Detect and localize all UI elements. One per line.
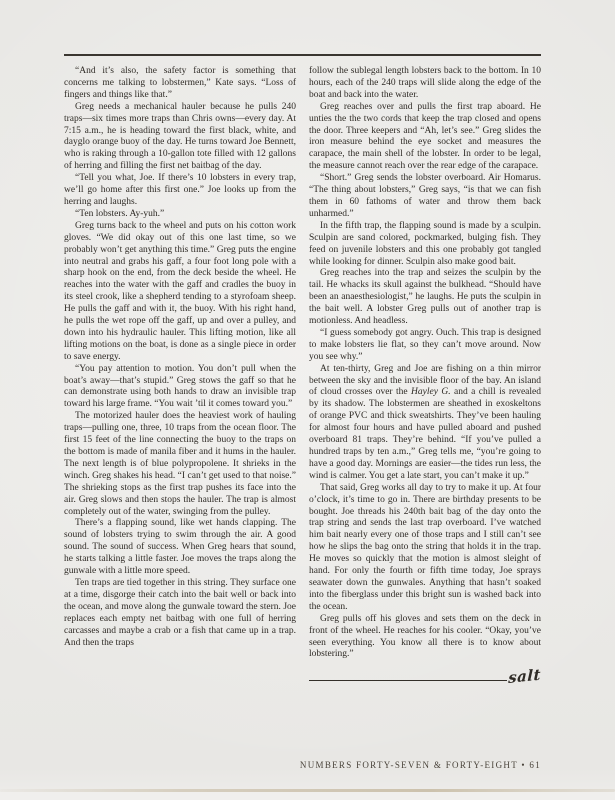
article-end-rule <box>309 665 542 688</box>
scan-background-below-page <box>0 792 615 800</box>
top-rule <box>64 54 541 56</box>
right-column-paragraphs <box>309 66 541 661</box>
paragraph: Greg reaches into the trap and seizes the sculpin by the tail. He whacks its skull against the bulkhead. “Should have been an anaesthesiologist,” he laughs. He puts the sculpin in the bait well. A lobster Greg pulls out of another trap is motionless. And headless. <box>309 268 541 327</box>
paragraph: Greg pulls off his gloves and sets them on the deck in front of the wheel. He reaches for his cooler. “Okay, you’ve seen everything. You know all there is to know about lobstering.” <box>309 613 541 660</box>
paragraph: Ten traps are tied together in this string. They surface one at a time, disgorge their catch into the bait well or back into the ocean, and move along the gunwale toward the stern. Joe replaces each empty net baitbag with one full of herring carcasses and maybe a crab or a fish that came up in a trap. And then the traps <box>64 577 296 648</box>
paragraph: Greg turns back to the wheel and puts on his cotton work gloves. “We did okay out of this one last time, so we probably won’t get anything this time.” Greg puts the engine into neutral and grabs his gaff, a four foot long pole with a sharp hook on the end, from the deck beside the wheel. He reaches into the water with the gaff and cradles the buoy in its steel crook, like a shepherd tending to a styrofoam sheep. He pulls the gaff and with it, the buoy. With his right hand, he pulls the wet rope off the gaff, up and over a pulley, and down into his hydraulic hauler. This lifting motion, like all lifting motions on the boat, is done as a single piece in order to save energy. <box>64 220 296 362</box>
paragraph: Greg reaches over and pulls the first trap aboard. He unties the the two cords that keep the trap closed and opens the door. Three keepers and “Ah, let’s see.” Greg slides the iron measure behind the eye socket and measures the carapace, the main shell of the lobster. In order to be legal, the measure cannot reach over the rear edge of the carapace. <box>309 101 541 172</box>
paragraph: “Short.” Greg sends the lobster overboard. Air Homarus. “The thing about lobsters,” Greg says, “is that we can fish them in 60 fathoms of water and throw them back unharmed.” <box>309 173 541 219</box>
paragraph: “Tell you what, Joe. If there’s 10 lobsters in every trap, we’ll go home after this first one.” Joe looks up from the herring and laughs. <box>64 173 296 207</box>
paragraph: There’s a flapping sound, like wet hands clapping. The sound of lobsters trying to swim through the air. A good sound. The sound of success. When Greg hears that sound, he starts talking a little faster. Joe moves the traps along the gunwale with a little more speed. <box>64 518 296 577</box>
paragraph: That said, Greg works all day to try to make it up. At four o’clock, it’s time to go in. There are birthday presents to be bought. Joe threads his 240th bait bag of the day onto the trap string and sends the last trap overboard. I’ve watched him bait nearly every one of those traps and I still can’t see how he slips the bag onto the string that holds it in the trap. He moves so quickly that the motion is almost sleight of hand. For only the fourth or fifth time today, Joe sprays seawater down the gunwales. Anything that hasn’t soaked into the fiberglass under this bright sun is washed back into the ocean. <box>309 482 541 612</box>
paragraph: “I guess somebody got angry. Ouch. This trap is designed to make lobsters lie flat, so they can’t move around. Now you see why.” <box>309 327 541 362</box>
paragraph: In the fifth trap, the flapping sound is made by a sculpin. Sculpin are sand colored, pockmarked, bulging fish. They feed on juvenile lobsters and this one probably got tangled while looking for dinner. Sculpin also make good bait. <box>309 220 541 267</box>
paragraph: The motorized hauler does the heaviest work of hauling traps—pulling one, three, 10 traps from the ocean floor. The first 15 feet of the line connecting the buoy to the traps on the bottom is made of manila fiber and it hums in the hauler. The next length is of blue polypropolene. It shrieks in the winch. Greg shakes his head. “I can’t get used to that noise.” The shrieking stops as the first trap pushes its face into the air. Greg slows and then stops the hauler. The trap is almost completely out of the water, swinging from the pulley. <box>64 411 296 517</box>
paragraph: “And it’s also, the safety factor is something that concerns me talking to lobstermen,” Kate says. “Loss of fingers and things like that.” <box>64 66 296 100</box>
paragraph: Greg needs a mechanical hauler because he pulls 240 traps—six times more traps than Chris owns—every day. At 7:15 a.m., he is heading toward the first black, white, and dayglo orange buoy of the day. He turns toward Joe Bennett, who is raking through a 10-gallon tote filled with 12 gallons of herring and filling the first net baitbag of the day. <box>64 101 296 172</box>
salt-signature: salt <box>508 665 542 688</box>
left-column <box>64 66 296 686</box>
paragraph: “Ten lobsters. Ay-yuh.” <box>75 208 165 219</box>
paragraph: At ten-thirty, Greg and Joe are fishing on a thin mirror between the sky and the invisible floor of the bay. An island of cloud crosses over the Hayley G. and a chill is revealed by its shadow. The lobstermen are sheathed in exoskeltons of orange PVC and thick sweatshirts. They’ve been hauling for almost four hours and have pulled aboard and pushed overboard 81 traps. They’re behind. “If you’ve pulled a hundred traps by ten a.m.,” Greg tells me, “you’re going to have a good day. Mornings are easier—the tides run less, the wind is calmer. You get a late start, you can’t make it up.” <box>309 363 541 481</box>
page-body <box>64 66 541 686</box>
paragraph: “You pay attention to motion. You don’t pull when the boat’s away—that’s stupid.” Greg stows the gaff so that he can demonstrate using both hands to draw an invisible trap toward his large frame. “You wait ’til it comes toward you.” <box>64 363 296 410</box>
end-rule-line <box>309 680 507 681</box>
page-footer: NUMBERS FORTY-SEVEN & FORTY-EIGHT • 61 <box>299 760 541 770</box>
paragraph: follow the sublegal length lobsters back to the bottom. In 10 hours, each of the 240 traps will slide along the edge of the boat and back into the water. <box>309 66 541 100</box>
right-column <box>309 66 541 686</box>
